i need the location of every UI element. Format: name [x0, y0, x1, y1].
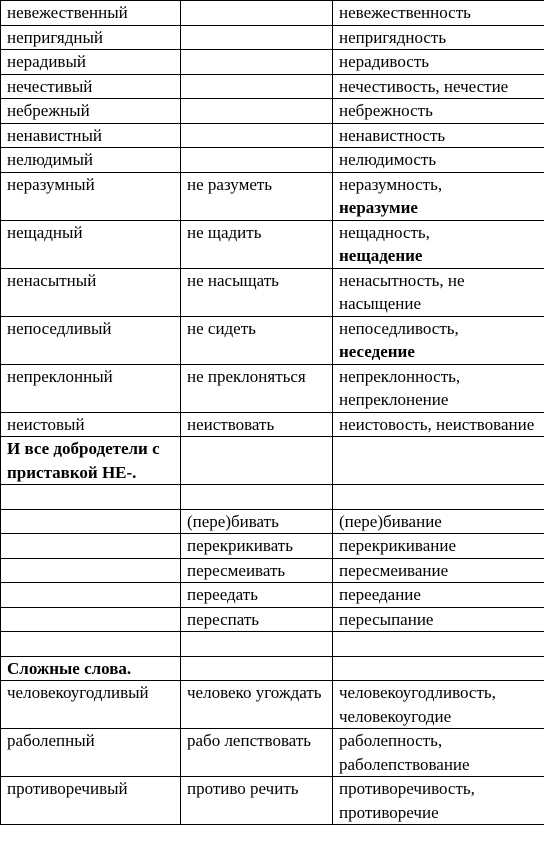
noun-cell	[333, 172, 544, 220]
table-row	[1, 681, 544, 729]
noun-cell: пересыпание	[333, 607, 544, 632]
adjective-cell: ненасытный	[1, 268, 181, 316]
table-row	[1, 268, 544, 316]
empty-cell	[1, 509, 181, 534]
adjective-cell: невежественный	[1, 1, 181, 26]
empty-cell	[333, 437, 544, 485]
adjective-cell: ненавистный	[1, 123, 181, 148]
empty-cell	[1, 534, 181, 559]
empty-cell	[181, 437, 333, 485]
empty-cell	[181, 485, 333, 510]
noun-text: неистовость, неиствование	[339, 414, 535, 434]
verb-cell: не щадить	[181, 220, 333, 268]
empty-cell	[1, 632, 181, 657]
empty-cell	[333, 656, 544, 681]
noun-bold-text: неседение	[339, 342, 415, 361]
noun-cell	[333, 123, 544, 148]
noun-bold-text: нещадение	[339, 246, 423, 265]
noun-text: непригядность	[339, 27, 447, 47]
noun-cell	[333, 74, 544, 99]
noun-cell	[333, 268, 544, 316]
empty-cell	[1, 558, 181, 583]
noun-text: непоседливость,	[339, 318, 459, 338]
empty-row	[1, 485, 544, 510]
table-row	[1, 1, 544, 26]
table-row	[1, 148, 544, 173]
table-row	[1, 412, 544, 437]
section-heading-compound: Сложные слова.	[1, 656, 181, 681]
empty-cell	[1, 607, 181, 632]
verb-cell: человеко угождать	[181, 681, 333, 729]
noun-bold-text: неразумие	[339, 198, 418, 217]
table-row	[1, 583, 544, 608]
adjective-cell: нелюдимый	[1, 148, 181, 173]
verb-cell: рабо лепствовать	[181, 729, 333, 777]
adjective-cell: противоречивый	[1, 777, 181, 825]
verb-cell	[181, 148, 333, 173]
verb-cell: (пере)бивать	[181, 509, 333, 534]
verb-cell: не разуметь	[181, 172, 333, 220]
verb-cell: не преклоняться	[181, 364, 333, 412]
empty-cell	[1, 583, 181, 608]
table-row	[1, 220, 544, 268]
noun-cell: человекоугодливость, человекоугодие	[333, 681, 544, 729]
verb-cell: пересмеивать	[181, 558, 333, 583]
section-header-row	[1, 656, 544, 681]
table-row	[1, 777, 544, 825]
verb-cell: не сидеть	[181, 316, 333, 364]
noun-cell	[333, 25, 544, 50]
table-row	[1, 50, 544, 75]
noun-cell	[333, 1, 544, 26]
noun-cell: переедание	[333, 583, 544, 608]
adjective-cell: человекоугодливый	[1, 681, 181, 729]
noun-text: ненавистность	[339, 125, 446, 145]
noun-cell: перекрикивание	[333, 534, 544, 559]
table-row	[1, 607, 544, 632]
adjective-cell: нечестивый	[1, 74, 181, 99]
table-row	[1, 99, 544, 124]
noun-text: нечестивость, нечестие	[339, 76, 509, 96]
noun-cell	[333, 50, 544, 75]
adjective-cell: непреклонный	[1, 364, 181, 412]
verb-cell: противо речить	[181, 777, 333, 825]
verb-cell: переспать	[181, 607, 333, 632]
noun-cell: пересмеивание	[333, 558, 544, 583]
adjective-cell: раболепный	[1, 729, 181, 777]
table-row	[1, 558, 544, 583]
noun-cell	[333, 220, 544, 268]
noun-cell	[333, 412, 544, 437]
empty-cell	[333, 485, 544, 510]
noun-text: небрежность	[339, 101, 433, 120]
empty-cell	[333, 632, 544, 657]
table-row	[1, 74, 544, 99]
table-row	[1, 534, 544, 559]
noun-text: невежественность	[339, 3, 471, 22]
empty-cell	[1, 485, 181, 510]
verb-cell	[181, 99, 333, 124]
verb-cell	[181, 123, 333, 148]
table-row	[1, 25, 544, 50]
adjective-cell: неразумный	[1, 172, 181, 220]
noun-text: непреклонность, непреклонение	[339, 366, 461, 409]
table-row	[1, 364, 544, 412]
adjective-cell: непоседливый	[1, 316, 181, 364]
noun-text: нещадность,	[339, 222, 430, 242]
verb-cell	[181, 74, 333, 99]
table-row	[1, 316, 544, 364]
section-header-row	[1, 437, 544, 485]
noun-text: нерадивость	[339, 52, 429, 71]
noun-cell	[333, 364, 544, 412]
verb-cell: не насыщать	[181, 268, 333, 316]
adjective-cell: непригядный	[1, 25, 181, 50]
verb-cell: переедать	[181, 583, 333, 608]
verb-cell	[181, 50, 333, 75]
noun-text: ненасытность, не насыщение	[339, 270, 465, 313]
noun-cell: (пере)бивание	[333, 509, 544, 534]
empty-cell	[181, 656, 333, 681]
empty-cell	[181, 632, 333, 657]
noun-cell	[333, 148, 544, 173]
table-row	[1, 509, 544, 534]
verb-cell: неиствовать	[181, 412, 333, 437]
verb-cell	[181, 25, 333, 50]
table-row	[1, 123, 544, 148]
empty-row	[1, 632, 544, 657]
noun-text: неразумность,	[339, 174, 443, 194]
verb-cell	[181, 1, 333, 26]
noun-cell	[333, 316, 544, 364]
noun-cell: противоречивость, противоречие	[333, 777, 544, 825]
adjective-cell: нещадный	[1, 220, 181, 268]
adjective-cell: неистовый	[1, 412, 181, 437]
table-row	[1, 172, 544, 220]
noun-cell: раболепность, раболепствование	[333, 729, 544, 777]
noun-text: нелюдимость	[339, 150, 437, 169]
noun-cell	[333, 99, 544, 124]
verb-cell: перекрикивать	[181, 534, 333, 559]
adjective-cell: нерадивый	[1, 50, 181, 75]
section-heading-virtues: И все добродетели с приставкой НЕ-.	[1, 437, 181, 485]
table-row	[1, 729, 544, 777]
adjective-cell: небрежный	[1, 99, 181, 124]
